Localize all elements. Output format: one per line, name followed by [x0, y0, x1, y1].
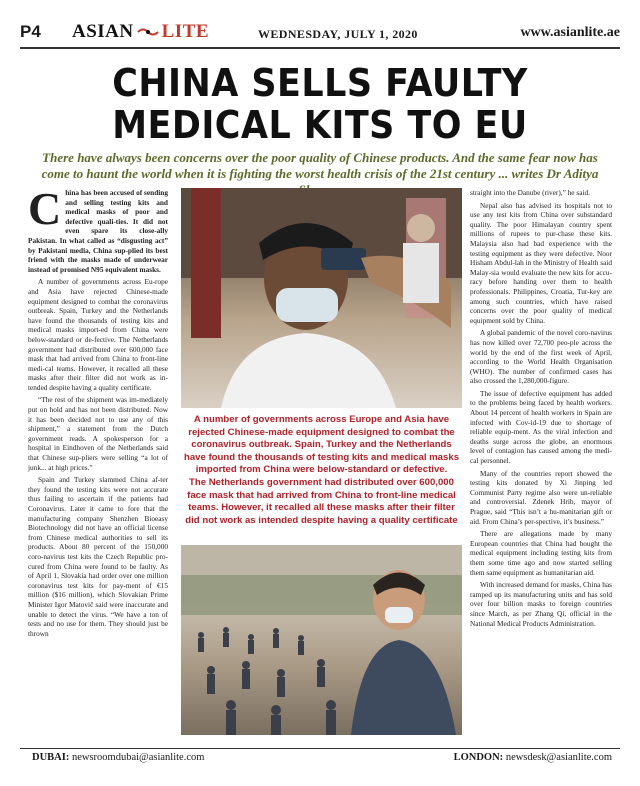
- body-paragraph: With increased demand for masks, China has ramped up its manufacturing units and has sold over four billion masks to foreign countries since March, as per Zhang Qi, official in the National Medical Products Administration.: [470, 580, 612, 628]
- photo-temperature-check-image: [181, 188, 462, 408]
- body-paragraph: Spain and Turkey slammed China af-ter they found the testing kits were not accurate thus failing to ascertain if the patients had Coronavirus. Later it came to fore that the manufacturing company Shenzhen Bioeasy Biotechnology did not have an official license from Chinese medical authorities to sell its products. About 80 percent of the 150,000 coro-navirus test kits the Czech Republic pro-cured from China were found to be faulty. As of April 1, Slovakia had order over one million coronavirus test kits for pay-ment of €15 million ($16 million), which Slovakian Prime Minister Igor Matovič said were inaccurate and unable to detect the virus. “We have a ton of tests and no use for them. They should just be thrown: [28, 475, 168, 638]
- body-paragraph: A global pandemic of the novel coro-navirus has now killed over 72,700 peo-ple across the world by the end of the first week of April, according to the World Health Organisation (WHO). The number of confirmed cases has also crossed the 1,280,000-figure.: [470, 328, 612, 386]
- website-url[interactable]: www.asianlite.ae: [520, 25, 620, 40]
- article-headline: [44, 62, 596, 146]
- lead-paragraph: [28, 183, 168, 274]
- body-paragraph: Nepal also has advised its hospitals not to use any test kits from China over substandard quality. The poor Himalayan country spent millions of rupees to pur-chase these kits. Malaysia also had bad experience with the testing equipment as they were defective. Noor Hisham Abdul-lah in the Ministry of Health said Malay-sia would evaluate the new kits for accu-racy before handing over them to health professionals. Philippines, Croatia, Tur-key are among such countries, which have raised concerns over the poor quality of medical equipment sold by China.: [470, 200, 612, 325]
- page-header: [0, 0, 640, 50]
- drop-cap: C: [28, 183, 62, 234]
- body-paragraph: A number of governments across Eu-rope and Asia have rejected Chinese-made equipment designed to combat the coronavirus outbreak. Spain, Turkey and the Netherlands have found the thousands of testing kits and medical masks import-ed from China were below-standard or de-fective. The Netherlands government had distributed over 600,000 face mask that had arrived from China to front-line medi-cal teams. However, it recalled all these masks after their filter did not work as in-tended despite having a quality certificate.: [28, 277, 168, 392]
- issue-date: WEDNESDAY, JULY 1, 2020: [258, 27, 418, 41]
- body-paragraph: straight into the Danube (river),” he said.: [470, 188, 590, 197]
- footer-divider: [20, 748, 620, 749]
- body-paragraph: The issue of defective equipment has added to the problems being faced by health workers. About 14 percent of health workers in Spain are infected with Cov-id-19 due to shortage of reliable equip-ment. As the viral infection and deaths surge across the globe, an enormous level of contagion has caused among the medi-cal personnel.: [470, 388, 612, 466]
- photo-social-distancing-image: [181, 545, 462, 735]
- headline-line-1: CHINA SELLS FAULTY: [112, 61, 528, 105]
- photo-social-distancing-prayer: [181, 545, 462, 735]
- footer-contact-dubai: [32, 752, 204, 763]
- footer-london-email[interactable]: newsdesk@asianlite.com: [505, 752, 612, 763]
- pull-quote: [181, 414, 462, 527]
- body-paragraph: There are allegations made by many European countries that China had bought the medical equipment including testing kits from them some time ago and now started selling them same equipment as humanitarian aid.: [470, 529, 612, 577]
- brand-emblem-icon: [137, 27, 159, 37]
- brand-name-part1: ASIAN: [72, 21, 134, 42]
- brand-name-part2: LITE: [161, 21, 210, 42]
- article-standfirst: There have always been concerns over the poor quality of Chinese products. And the same fear now has come to haunt the world when it is fighting the worst health crisis of the 21st century ... writes Dr Aditya: [41, 150, 599, 181]
- pull-quote-paragraph-1: A number of governments across Europe and Asia have rejected Chinese-made equipment designed to combat the coronavirus outbreak. Spain, Turkey and the Netherlands have found the thousands of testing kits and medical masks imported from China were below-standard or defective.: [183, 414, 460, 476]
- body-paragraph: Many of the countries report showed the testing kits donated by Xi Jinping led Communist Party regime also were un-reliable and controversial. Zdenek Hrib, mayor of Prague, said “This isn’t a hu-manitarian gift or aid. From China’s per-spective, it’s business.”: [470, 468, 612, 526]
- column-left: [28, 183, 168, 641]
- body-paragraph: “The rest of the shipment was im-mediately put on hold and has not been distributed. Now it has been decided not to use any of this shipment,” a statement from the Dutch government reads. A spokesperson for a hospital in Eindhoven of the Netherlands said that Chinese sup-pliers were selling “a lot of junk... at high prices.”: [28, 395, 168, 472]
- footer-dubai-email[interactable]: newsroomdubai@asianlite.com: [71, 752, 205, 763]
- footer-dubai-label: DUBAI:: [32, 752, 70, 763]
- photo-temperature-check: [181, 188, 462, 408]
- lead-text: hina has been accused of sending and selling testing kits and medical masks of poor and defective quali-ties. It did not even spare its close-ally Pakistan. In what called as “disgusting act” by Pakistani media, China sup-plied its best friend with the masks made of underwear instead of promised N95 equivalent masks.: [28, 188, 168, 274]
- footer-contact-london: [454, 752, 612, 763]
- column-right: [470, 188, 612, 631]
- brand-logo: [72, 21, 209, 43]
- page-number: P4: [20, 22, 41, 41]
- header-divider: [20, 47, 620, 49]
- footer-london-label: LONDON:: [453, 752, 504, 763]
- headline-line-2: MEDICAL KITS TO EU: [112, 103, 528, 147]
- pull-quote-paragraph-2: The Netherlands government had distributed over 600,000 face mask that had arrived from China to front-line medical teams. However, it recalled all these masks after their filter did not work as intended despite having a quality certificate: [185, 476, 458, 526]
